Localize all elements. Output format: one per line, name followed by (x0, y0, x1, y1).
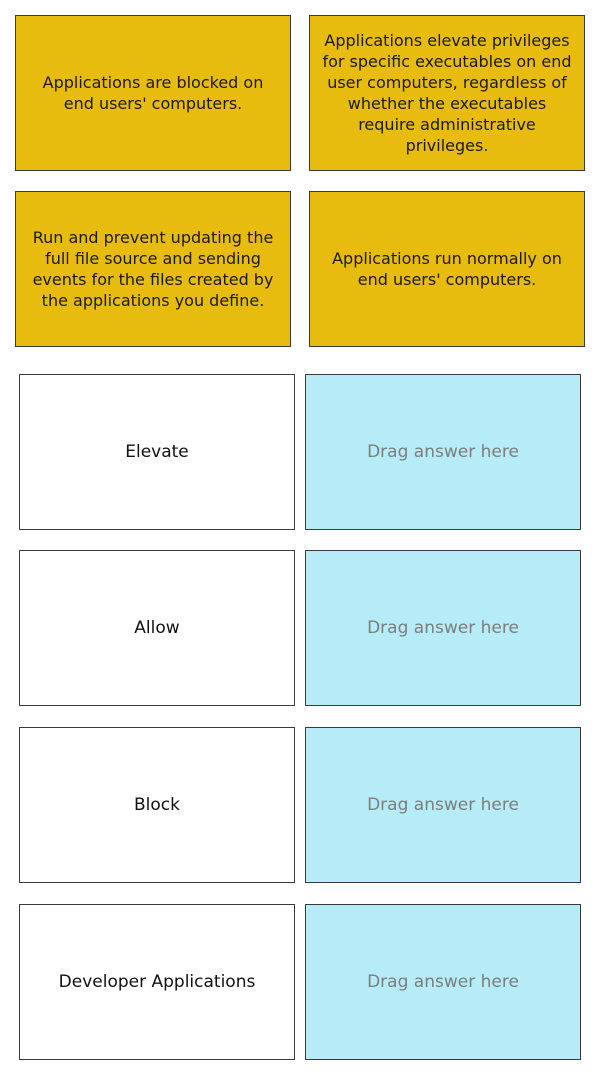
drop-zone-placeholder: Drag answer here (367, 442, 519, 462)
drop-zone-elevate[interactable] (305, 374, 581, 530)
target-label-elevate (19, 374, 295, 530)
drop-zone-block[interactable] (305, 727, 581, 883)
drop-zone-placeholder: Drag answer here (367, 795, 519, 815)
answer-option-elevate-privileges[interactable] (309, 15, 585, 171)
answer-option-text: Run and prevent updating the full file source and sending events for the files created by the applications you define. (32, 228, 274, 310)
drop-zone-allow[interactable] (305, 550, 581, 706)
answer-option-run-prevent-updating[interactable] (15, 191, 291, 347)
target-label-allow (19, 550, 295, 706)
answer-option-text: Applications run normally on end users' computers. (332, 249, 562, 289)
answer-option-blocked[interactable] (15, 15, 291, 171)
target-label-text: Developer Applications (58, 972, 256, 992)
target-label-text: Elevate (125, 442, 189, 462)
drop-zone-placeholder: Drag answer here (367, 618, 519, 638)
target-label-developer-applications (19, 904, 295, 1060)
target-label-block (19, 727, 295, 883)
answer-option-text: Applications are blocked on end users' computers. (42, 73, 264, 113)
answer-option-text: Applications elevate privileges for specific executables on end user computers, regardless of whether the executables require administrative privileges. (322, 31, 572, 155)
drop-zone-placeholder: Drag answer here (367, 972, 519, 992)
drop-zone-developer-applications[interactable] (305, 904, 581, 1060)
target-label-text: Block (134, 795, 180, 815)
answer-option-run-normally[interactable] (309, 191, 585, 347)
target-label-text: Allow (134, 618, 180, 638)
